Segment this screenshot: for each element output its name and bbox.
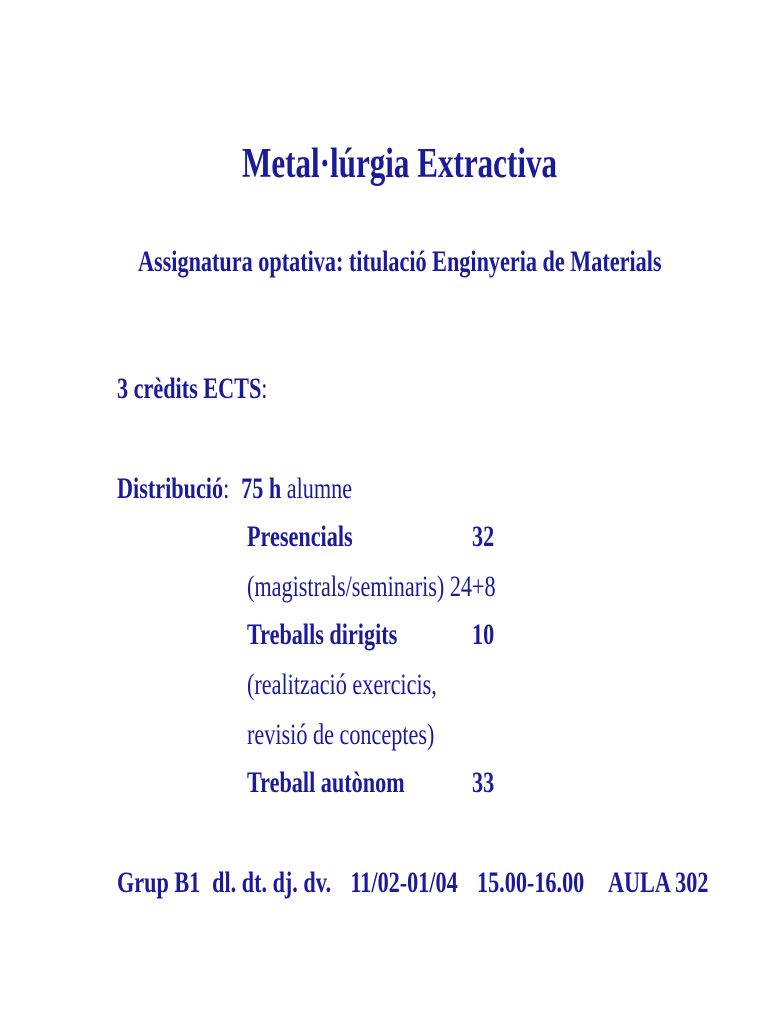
treballs-detail-2: revisió de conceptes) bbox=[247, 718, 435, 751]
treballs-dirigits-label: Treballs dirigits bbox=[247, 618, 398, 651]
distribution-hours-suffix: alumne bbox=[286, 472, 353, 505]
credits-label: 3 crèdits ECTS bbox=[117, 372, 262, 405]
credits-colon: : bbox=[261, 372, 268, 405]
treballs-detail-1: (realització exercicis, bbox=[247, 668, 437, 701]
distribution-colon: : bbox=[223, 472, 230, 505]
treball-autonom-value: 33 bbox=[472, 766, 495, 799]
group-schedule-line bbox=[117, 866, 708, 900]
group-name: Grup B1 bbox=[117, 866, 201, 899]
group-dates: 11/02-01/04 bbox=[350, 866, 458, 899]
distribution-hours: 75 h bbox=[241, 472, 282, 505]
presencials-label: Presencials bbox=[247, 520, 353, 553]
group-time: 15.00-16.00 bbox=[476, 866, 585, 899]
page-title: Metal·lúrgia Extractiva bbox=[242, 141, 558, 187]
treball-autonom-label: Treball autònom bbox=[247, 766, 405, 799]
treballs-dirigits-value: 10 bbox=[472, 618, 495, 651]
page-subtitle: Assignatura optativa: titulació Enginyeria de Materials bbox=[138, 245, 662, 278]
group-days: dl. dt. dj. dv. bbox=[212, 866, 332, 899]
distribution-label: Distribució bbox=[117, 472, 224, 505]
group-room: AULA 302 bbox=[607, 866, 709, 899]
presencials-value: 32 bbox=[472, 520, 495, 553]
distribution-line bbox=[117, 472, 352, 506]
presencials-detail: (magistrals/seminaris) 24+8 bbox=[247, 570, 496, 603]
credits-line bbox=[117, 372, 267, 406]
